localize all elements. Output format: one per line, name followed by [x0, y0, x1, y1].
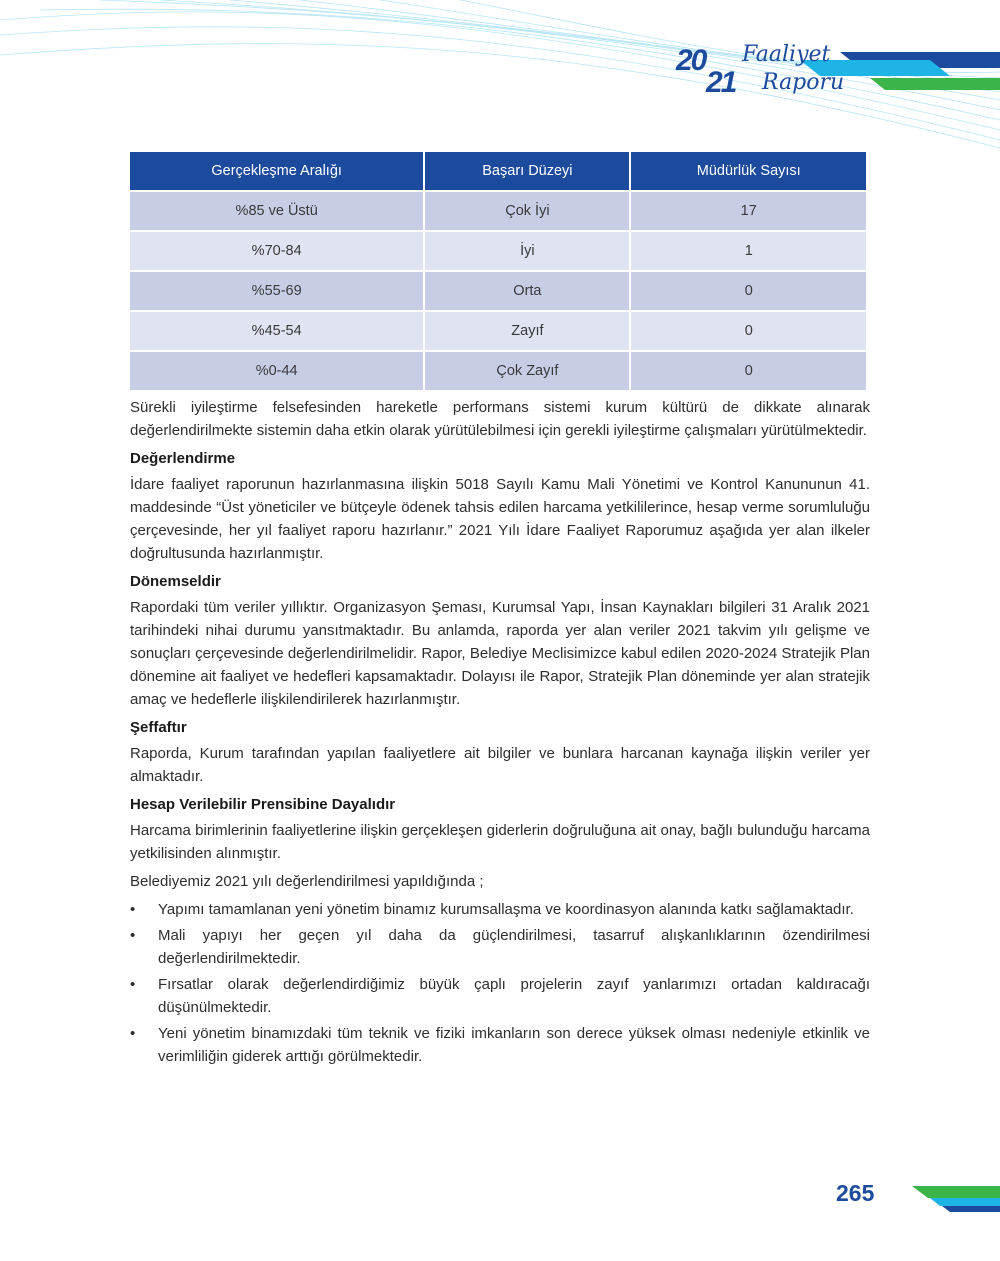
bullet-icon: •: [130, 1025, 136, 1042]
table-cell: 0: [631, 272, 866, 312]
list-item-text: Yapımı tamamlanan yeni yönetim binamız kurumsallaşma ve koordinasyon alanında katkı sağlamaktadır.: [158, 901, 854, 918]
section-heading: Şeffaftır: [130, 719, 187, 736]
performance-table: [128, 152, 868, 392]
table-cell: İyi: [425, 232, 629, 272]
section-paragraph: İdare faaliyet raporunun hazırlanmasına ilişkin 5018 Sayılı Kamu Mali Yönetimi ve Kontrol Kanununun 41. maddesinde “Üst yöneticiler ve bütçeyle ödenek tahsis edilen harcama yetkililerince, hesap verme sorumluluğu çerçevesinde, her yıl faaliyet raporu hazırlanır.” 2021 Yılı İdare Faaliyet Raporumuz aşağıda yer alan ilkeler doğrultusunda hazırlanmıştır.: [130, 476, 870, 562]
evaluation-intro: Belediyemiz 2021 yılı değerlendirilmesi yapıldığında ;: [130, 873, 484, 890]
list-item: [130, 1022, 870, 1068]
table-row: [130, 312, 866, 352]
table-header-row: [130, 152, 866, 192]
evaluation-list: [130, 898, 870, 1068]
column-header: Gerçekleşme Aralığı: [130, 152, 423, 192]
logo-title-line1: Faaliyet: [742, 42, 831, 67]
header-green-stripe: [870, 78, 1000, 90]
table-cell: %85 ve Üstü: [130, 192, 423, 232]
table-cell: %0-44: [130, 352, 423, 392]
list-item-text: Mali yapıyı her geçen yıl daha da güçlendirilmesi, tasarruf alışkanlıklarının özendirilmesi değerlendirilmektedir.: [158, 927, 870, 967]
table-row: [130, 192, 866, 232]
bullet-icon: •: [130, 927, 136, 944]
table-row: [130, 232, 866, 272]
table-cell: %45-54: [130, 312, 423, 352]
table-row: [130, 352, 866, 392]
column-header: Başarı Düzeyi: [425, 152, 629, 192]
footer-green-stripe: [912, 1186, 1000, 1198]
logo-year-top: 20: [676, 44, 706, 77]
section-heading: Değerlendirme: [130, 450, 236, 467]
section-paragraph: Harcama birimlerinin faaliyetlerine ilişkin gerçekleşen giderlerin doğruluğuna ait onay, bağlı bulunduğu harcama yetkilisinden alınmıştır.: [130, 822, 870, 862]
intro-paragraph: Sürekli iyileştirme felsefesinden hareketle performans sistemi kurum kültürü de dikkate alınarak değerlendirilmekte sistemin daha etkin olarak yürütülebilmesi için gerekli iyileştirme çalışmaları yürütülmektedir.: [130, 399, 870, 439]
list-item: [130, 898, 870, 921]
logo-title-line2: Raporu: [762, 70, 845, 95]
section-heading: Hesap Verilebilir Prensibine Dayalıdır: [130, 796, 396, 813]
list-item-text: Yeni yönetim binamızdaki tüm teknik ve fiziki imkanların son derece yüksek olması nedeniyle etkinlik ve verimliliğin giderek arttığı görülmektedir.: [158, 1025, 870, 1065]
footer-cyan-stripe: [930, 1198, 1000, 1206]
table-row: [130, 272, 866, 312]
table-cell: Orta: [425, 272, 629, 312]
section-paragraph: Raporda, Kurum tarafından yapılan faaliyetlere ait bilgiler ve bunlara harcanan kaynağa ilişkin veriler yer almaktadır.: [130, 745, 870, 785]
page-number: 265: [836, 1180, 875, 1206]
column-header: Müdürlük Sayısı: [631, 152, 866, 192]
list-item: [130, 924, 870, 970]
table-cell: Çok Zayıf: [425, 352, 629, 392]
table-cell: 0: [631, 352, 866, 392]
bullet-icon: •: [130, 901, 136, 918]
logo-year-bottom: 21: [706, 66, 736, 99]
table-cell: %55-69: [130, 272, 423, 312]
table-cell: 1: [631, 232, 866, 272]
table-cell: 17: [631, 192, 866, 232]
table-cell: Çok İyi: [425, 192, 629, 232]
report-year-logo: [672, 42, 752, 98]
list-item-text: Fırsatlar olarak değerlendirdiğimiz büyük çaplı projelerin zayıf yanlarımızı ortadan kaldıracağı düşünülmektedir.: [158, 976, 870, 1016]
footer-stripe-decoration: [900, 1180, 1000, 1220]
section-heading: Dönemseldir: [130, 573, 221, 590]
page-content: [130, 396, 870, 1071]
table-cell: %70-84: [130, 232, 423, 272]
list-item: [130, 973, 870, 1019]
report-title-logo: [742, 42, 852, 102]
table-cell: 0: [631, 312, 866, 352]
table-cell: Zayıf: [425, 312, 629, 352]
bullet-icon: •: [130, 976, 136, 993]
footer-blue-stripe: [942, 1206, 1000, 1212]
section-paragraph: Rapordaki tüm veriler yıllıktır. Organizasyon Şeması, Kurumsal Yapı, İnsan Kaynakları bilgileri 31 Aralık 2021 tarihindeki nihai durumu yansıtmaktadır. Bu anlamda, raporda yer alan veriler 2021 takvim yılı gelişme ve sonuçları çerçevesinde değerlendirilmelidir. Rapor, Belediye Meclisimizce kabul edilen 2020-2024 Stratejik Plan dönemine ait faaliyet ve hedefleri kapsamaktadır. Dolayısı ile Rapor, Stratejik Plan döneminde yer alan stratejik amaç ve hedeflerle ilişkilendirilerek hazırlanmıştır.: [130, 599, 870, 708]
